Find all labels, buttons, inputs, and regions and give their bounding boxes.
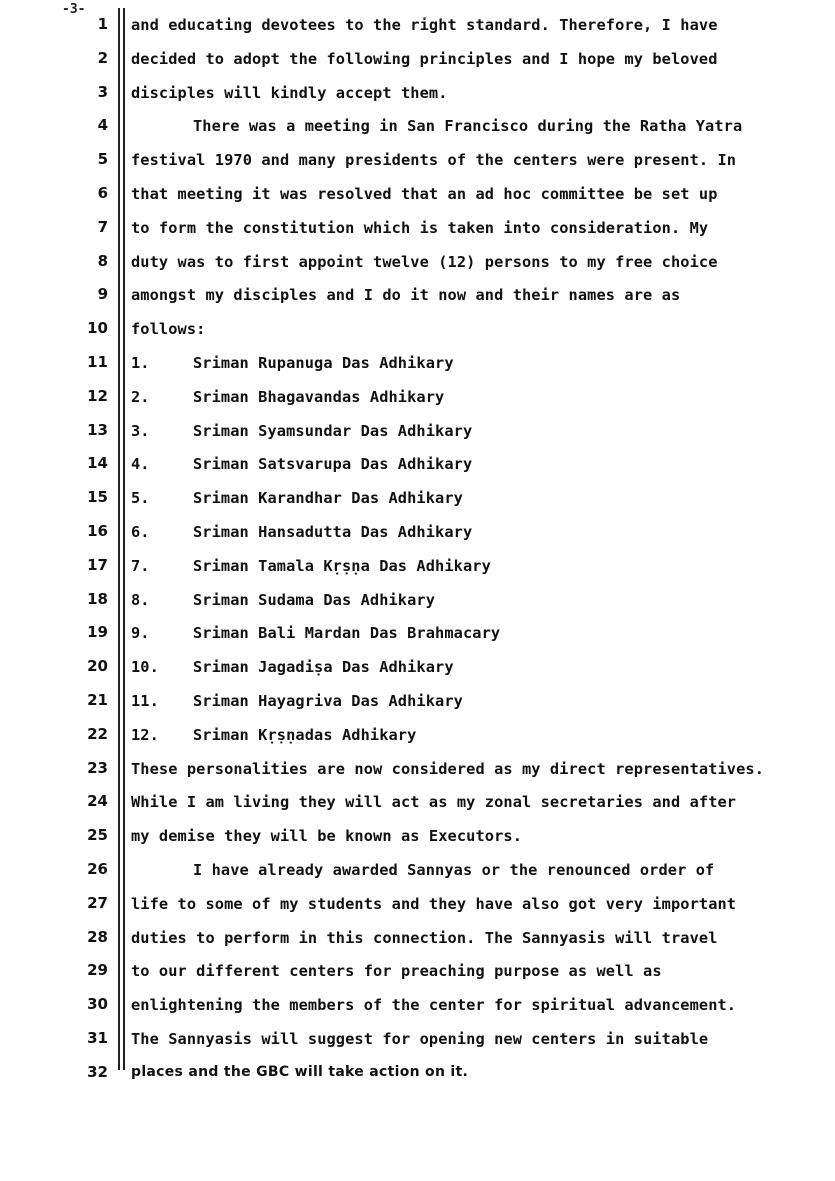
line-number: 14 [87,454,108,473]
list-item [131,523,472,541]
document-line [0,481,835,515]
list-item-text: Sriman Tamala Kṛṣṇa Das Adhikary [193,556,491,575]
line-number: 30 [87,995,108,1014]
document-line [0,853,835,887]
line-text: duties to perform in this connection. The Sannyasis will travel [131,928,718,947]
line-text: I have already awarded Sannyas or the renounced order of [193,861,715,879]
line-text: There was a meeting in San Francisco during the Ratha Yatra [193,117,743,136]
document-line [0,143,835,177]
line-number: 28 [87,927,108,946]
list-item-text: Sriman Sudama Das Adhikary [193,590,436,609]
line-number: 17 [87,555,108,574]
line-text: amongst my disciples and I do it now and their names are as [131,286,681,305]
line-number: 11 [87,353,108,371]
line-number: 5 [97,150,108,169]
line-number: 6 [97,184,108,202]
line-number: 29 [87,961,108,980]
list-item [131,557,491,575]
document-line [0,177,835,211]
line-text: While I am living they will act as my zonal secretaries and after [131,793,737,812]
document-line [0,887,835,921]
document-line [0,8,835,42]
document-line [0,414,835,448]
line-number: 18 [87,589,108,608]
page-marker: -3- [62,2,86,17]
line-number: 4 [97,116,108,135]
list-item-number: 1. [131,354,150,372]
document-line [0,616,835,650]
line-text: follows: [131,320,206,339]
list-item [131,624,500,642]
list-item [131,726,416,744]
list-item-text: Sriman Syamsundar Das Adhikary [193,421,473,440]
line-number: 3 [97,82,108,101]
line-number: 12 [87,386,108,405]
line-text: decided to adopt the following principles and I hope my beloved [131,49,718,68]
document-line [0,278,835,312]
list-item-text: Sriman Bali Mardan Das Brahmacary [193,624,501,643]
document-line [0,718,835,752]
line-number: 15 [87,488,108,507]
line-text: These personalities are now considered as my direct representatives. [131,759,765,778]
list-item [131,489,463,507]
line-number: 19 [87,623,108,642]
line-number: 1 [97,15,108,33]
list-item-number: 4. [131,455,150,474]
list-item-number: 12. [131,725,159,744]
list-item-number: 8. [131,590,150,609]
list-item-text: Sriman Karandhar Das Adhikary [193,489,463,508]
list-item-text: Sriman Hansadutta Das Adhikary [193,523,473,541]
document-line [0,549,835,583]
list-item-number: 5. [131,489,150,508]
line-text: life to some of my students and they have also got very important [131,894,737,913]
document-line [0,447,835,481]
line-text: festival 1970 and many presidents of the centers were present. In [131,151,737,170]
list-item [131,591,435,609]
document-line [0,380,835,414]
document-line [0,346,835,380]
line-text: that meeting it was resolved that an ad hoc committee be set up [131,185,718,203]
line-text: enlightening the members of the center for spiritual advancement. [131,996,737,1015]
line-number: 20 [87,657,108,676]
list-item [131,692,463,710]
document-line [0,954,835,988]
document-line [0,42,835,76]
document-line [0,785,835,819]
line-number: 21 [87,691,108,709]
line-number: 9 [97,285,108,304]
document-line [0,1022,835,1056]
line-number: 13 [87,420,108,439]
document-line [0,1056,835,1090]
list-item [131,354,454,372]
line-number: 31 [87,1029,108,1047]
document-line [0,109,835,143]
line-text: to our different centers for preaching purpose as well as [131,962,662,981]
line-number: 22 [87,724,108,743]
line-number: 27 [87,893,108,912]
list-item-number: 6. [131,523,150,541]
line-number: 25 [87,826,108,845]
document-line [0,921,835,955]
document-line [0,752,835,786]
list-item-text: Sriman Rupanuga Das Adhikary [193,354,454,372]
line-text: disciples will kindly accept them. [131,83,448,102]
document-line [0,76,835,110]
list-item-text: Sriman Bhagavandas Adhikary [193,387,445,406]
line-text: The Sannyasis will suggest for opening new centers in suitable [131,1030,709,1048]
list-item [131,658,454,676]
list-item [131,388,444,406]
list-item-text: Sriman Jagadiṣa Das Adhikary [193,658,454,677]
list-item-number: 10. [131,658,159,677]
document-line [0,684,835,718]
document-line [0,988,835,1022]
list-item [131,422,472,440]
line-number: 2 [97,48,108,67]
line-text: to form the constitution which is taken into consideration. My [131,218,709,237]
line-number: 26 [87,860,108,878]
document-line [0,515,835,549]
list-item-number: 11. [131,692,159,710]
list-item-number: 2. [131,387,150,406]
document-line [0,819,835,853]
line-number: 32 [87,1062,108,1081]
document-line [0,245,835,279]
list-item-text: Sriman Satsvarupa Das Adhikary [193,455,473,474]
line-number: 23 [87,758,108,777]
list-item-number: 3. [131,421,150,440]
list-item-number: 7. [131,556,150,575]
line-text: and educating devotees to the right standard. Therefore, I have [131,16,718,34]
line-number: 7 [97,217,108,236]
document-line [0,583,835,617]
line-number: 16 [87,522,108,540]
list-item-number: 9. [131,624,150,643]
list-item-text: Sriman Kṛṣṇadas Adhikary [193,725,417,744]
line-number: 8 [97,251,108,270]
document-line [0,312,835,346]
document-line [0,211,835,245]
line-text: duty was to first appoint twelve (12) persons to my free choice [131,252,718,271]
line-text: places and the GBC will take action on it. [131,1063,469,1080]
document-line [0,650,835,684]
list-item [131,455,472,473]
line-number: 24 [87,792,108,811]
line-text: my demise they will be known as Executors. [131,827,522,846]
line-number: 10 [87,319,108,338]
list-item-text: Sriman Hayagriva Das Adhikary [193,692,463,710]
